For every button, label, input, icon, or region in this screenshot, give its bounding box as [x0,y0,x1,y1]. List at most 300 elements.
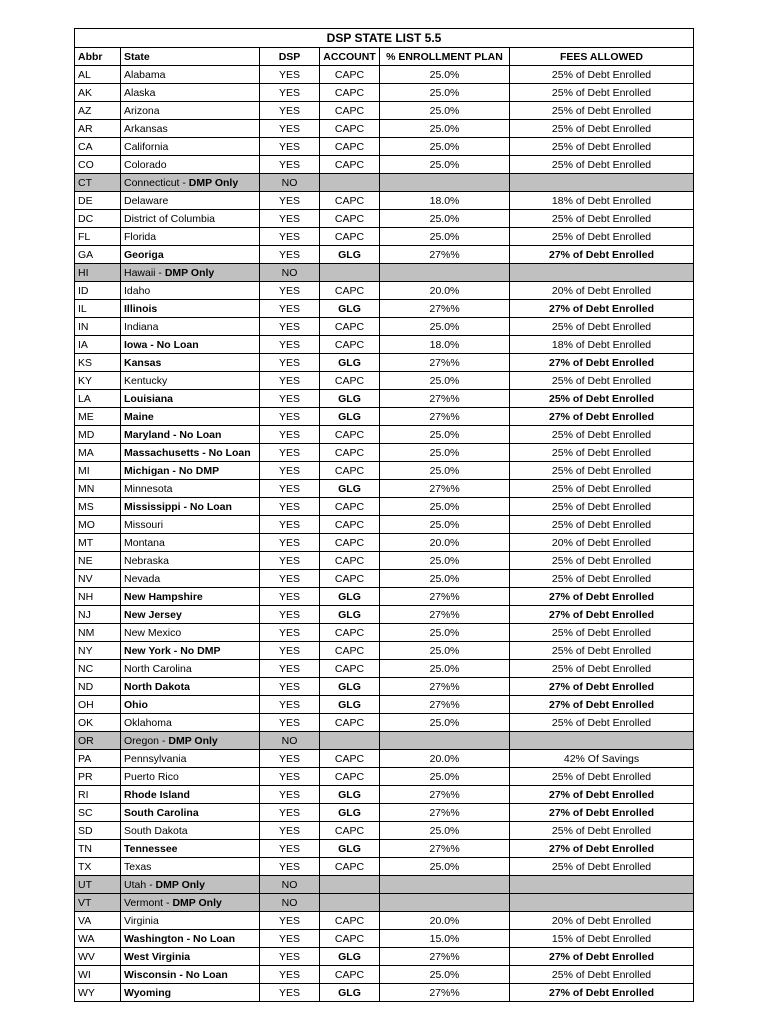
cell-abbr: VA [75,912,121,930]
table-row [75,912,694,930]
state-name: District of Columbia [124,212,216,225]
table-row [75,84,694,102]
cell-enrollment-plan: 25.0% [380,372,510,390]
cell-dsp: YES [260,372,320,390]
cell-abbr: AZ [75,102,121,120]
cell-fees-allowed: 25% of Debt Enrolled [510,642,694,660]
cell-abbr: NC [75,660,121,678]
table-row [75,516,694,534]
cell-state [121,462,260,480]
cell-dsp: NO [260,894,320,912]
cell-state [121,588,260,606]
cell-fees-allowed [510,264,694,282]
table-row [75,282,694,300]
cell-account: CAPC [320,498,380,516]
state-name: Virginia [124,914,159,927]
state-name: Hawaii - [124,266,165,279]
cell-fees-allowed: 42% Of Savings [510,750,694,768]
state-name: Maryland - No Loan [124,428,222,441]
table-row [75,138,694,156]
cell-fees-allowed: 25% of Debt Enrolled [510,822,694,840]
table-row [75,246,694,264]
cell-account: CAPC [320,750,380,768]
table-row [75,390,694,408]
cell-abbr: NV [75,570,121,588]
cell-account: CAPC [320,372,380,390]
cell-abbr: TX [75,858,121,876]
cell-fees-allowed: 25% of Debt Enrolled [510,426,694,444]
cell-fees-allowed: 25% of Debt Enrolled [510,498,694,516]
cell-dsp: YES [260,948,320,966]
table-row [75,570,694,588]
cell-account [320,876,380,894]
cell-dsp: YES [260,84,320,102]
cell-fees-allowed [510,894,694,912]
cell-enrollment-plan: 27%% [380,354,510,372]
cell-state [121,444,260,462]
state-note: DMP Only [172,896,222,909]
cell-account: GLG [320,840,380,858]
cell-account: CAPC [320,534,380,552]
cell-abbr: ND [75,678,121,696]
cell-account: GLG [320,696,380,714]
cell-state [121,534,260,552]
table-row [75,426,694,444]
cell-abbr: DC [75,210,121,228]
table-row [75,984,694,1002]
cell-account: GLG [320,408,380,426]
cell-dsp: NO [260,732,320,750]
cell-account: GLG [320,606,380,624]
cell-enrollment-plan: 27%% [380,390,510,408]
cell-state [121,552,260,570]
cell-state [121,138,260,156]
state-name: Florida [124,230,157,243]
cell-dsp: YES [260,462,320,480]
cell-fees-allowed: 25% of Debt Enrolled [510,444,694,462]
cell-account: CAPC [320,822,380,840]
cell-enrollment-plan: 25.0% [380,516,510,534]
cell-abbr: NY [75,642,121,660]
cell-dsp: YES [260,498,320,516]
cell-enrollment-plan: 25.0% [380,228,510,246]
cell-state [121,192,260,210]
cell-state [121,840,260,858]
cell-abbr: MS [75,498,121,516]
cell-enrollment-plan: 25.0% [380,66,510,84]
cell-enrollment-plan [380,174,510,192]
state-name: Wyoming [124,986,172,999]
cell-account: GLG [320,390,380,408]
cell-state [121,624,260,642]
cell-dsp: YES [260,822,320,840]
cell-fees-allowed: 25% of Debt Enrolled [510,210,694,228]
state-note: DMP Only [155,878,205,891]
cell-fees-allowed: 25% of Debt Enrolled [510,624,694,642]
cell-account: CAPC [320,228,380,246]
table-title: DSP STATE LIST 5.5 [75,29,694,48]
cell-account: CAPC [320,930,380,948]
cell-account: CAPC [320,66,380,84]
table-row [75,498,694,516]
cell-fees-allowed: 25% of Debt Enrolled [510,768,694,786]
cell-abbr: IA [75,336,121,354]
table-row [75,678,694,696]
state-name: North Carolina [124,662,192,675]
cell-account [320,894,380,912]
cell-enrollment-plan [380,732,510,750]
table-row [75,786,694,804]
cell-dsp: YES [260,408,320,426]
cell-enrollment-plan: 15.0% [380,930,510,948]
cell-abbr: MO [75,516,121,534]
cell-dsp: YES [260,570,320,588]
cell-dsp: YES [260,120,320,138]
table-row [75,876,694,894]
state-name: Kentucky [124,374,168,387]
cell-account: CAPC [320,768,380,786]
cell-state [121,210,260,228]
state-name: Kansas [124,356,162,369]
cell-fees-allowed: 25% of Debt Enrolled [510,138,694,156]
cell-account [320,732,380,750]
state-name: New Mexico [124,626,182,639]
cell-account: CAPC [320,516,380,534]
cell-fees-allowed: 20% of Debt Enrolled [510,282,694,300]
header-enrollment-plan: % ENROLLMENT PLAN [380,48,510,66]
table-row [75,750,694,768]
cell-fees-allowed: 25% of Debt Enrolled [510,102,694,120]
table-row [75,534,694,552]
cell-state [121,336,260,354]
cell-dsp: YES [260,318,320,336]
cell-enrollment-plan: 25.0% [380,822,510,840]
cell-fees-allowed [510,174,694,192]
cell-dsp: YES [260,606,320,624]
cell-enrollment-plan: 25.0% [380,660,510,678]
state-name: Idaho [124,284,151,297]
cell-dsp: NO [260,876,320,894]
cell-state [121,984,260,1002]
state-name: Vermont - [124,896,173,909]
cell-fees-allowed: 27% of Debt Enrolled [510,606,694,624]
cell-state [121,570,260,588]
cell-abbr: UT [75,876,121,894]
state-name: Massachusetts - No Loan [124,446,251,459]
cell-fees-allowed: 27% of Debt Enrolled [510,408,694,426]
cell-state [121,678,260,696]
cell-fees-allowed: 15% of Debt Enrolled [510,930,694,948]
cell-abbr: AK [75,84,121,102]
state-name: North Dakota [124,680,190,693]
cell-state [121,786,260,804]
state-name: Nebraska [124,554,169,567]
cell-abbr: KY [75,372,121,390]
cell-enrollment-plan [380,876,510,894]
cell-fees-allowed: 27% of Debt Enrolled [510,984,694,1002]
cell-abbr: HI [75,264,121,282]
state-name: Alaska [124,86,156,99]
cell-state [121,228,260,246]
state-name: South Dakota [124,824,188,837]
cell-account [320,174,380,192]
table-row [75,930,694,948]
cell-dsp: YES [260,336,320,354]
cell-dsp: YES [260,642,320,660]
table-row [75,264,694,282]
cell-enrollment-plan: 27%% [380,300,510,318]
cell-enrollment-plan: 27%% [380,696,510,714]
cell-dsp: YES [260,660,320,678]
cell-account: CAPC [320,660,380,678]
cell-enrollment-plan: 25.0% [380,768,510,786]
table-row [75,174,694,192]
cell-abbr: OH [75,696,121,714]
cell-abbr: MN [75,480,121,498]
cell-abbr: PA [75,750,121,768]
state-name: West Virginia [124,950,191,963]
table-row [75,210,694,228]
cell-fees-allowed: 25% of Debt Enrolled [510,966,694,984]
cell-abbr: MA [75,444,121,462]
cell-fees-allowed: 27% of Debt Enrolled [510,246,694,264]
cell-account: GLG [320,300,380,318]
cell-abbr: FL [75,228,121,246]
cell-account: GLG [320,246,380,264]
cell-fees-allowed: 25% of Debt Enrolled [510,516,694,534]
state-name: Utah - [124,878,156,891]
state-name: New Hampshire [124,590,203,603]
table-row [75,192,694,210]
cell-fees-allowed: 25% of Debt Enrolled [510,570,694,588]
cell-account: CAPC [320,192,380,210]
cell-state [121,408,260,426]
table-row [75,372,694,390]
cell-fees-allowed: 25% of Debt Enrolled [510,84,694,102]
cell-state [121,120,260,138]
cell-account: CAPC [320,624,380,642]
table-row [75,660,694,678]
state-name: Wisconsin - No Loan [124,968,228,981]
cell-enrollment-plan: 27%% [380,588,510,606]
cell-abbr: NH [75,588,121,606]
state-name: California [124,140,169,153]
cell-account [320,264,380,282]
cell-dsp: YES [260,156,320,174]
cell-enrollment-plan: 20.0% [380,282,510,300]
state-name: Montana [124,536,165,549]
table-body [75,66,694,1002]
cell-enrollment-plan: 25.0% [380,858,510,876]
cell-abbr: AR [75,120,121,138]
cell-abbr: SD [75,822,121,840]
cell-dsp: YES [260,246,320,264]
cell-account: CAPC [320,138,380,156]
cell-state [121,876,260,894]
table-row [75,444,694,462]
cell-state [121,912,260,930]
table-row [75,318,694,336]
cell-state [121,102,260,120]
cell-enrollment-plan: 25.0% [380,426,510,444]
cell-abbr: MI [75,462,121,480]
state-name: New York - No DMP [124,644,221,657]
cell-abbr: RI [75,786,121,804]
table-row [75,948,694,966]
cell-account: GLG [320,480,380,498]
state-list-table [74,28,694,1002]
cell-account: GLG [320,354,380,372]
cell-abbr: WI [75,966,121,984]
table-row [75,732,694,750]
cell-enrollment-plan: 27%% [380,840,510,858]
cell-state [121,606,260,624]
cell-abbr: CT [75,174,121,192]
cell-account: GLG [320,948,380,966]
cell-abbr: WA [75,930,121,948]
cell-dsp: NO [260,264,320,282]
cell-fees-allowed: 25% of Debt Enrolled [510,228,694,246]
cell-state [121,354,260,372]
cell-dsp: YES [260,534,320,552]
cell-dsp: YES [260,930,320,948]
cell-abbr: VT [75,894,121,912]
cell-enrollment-plan: 25.0% [380,552,510,570]
cell-abbr: NM [75,624,121,642]
cell-abbr: CO [75,156,121,174]
state-name: Puerto Rico [124,770,179,783]
cell-enrollment-plan: 25.0% [380,642,510,660]
title-row [75,29,694,48]
cell-account: GLG [320,678,380,696]
table-row [75,66,694,84]
cell-state [121,282,260,300]
cell-state [121,930,260,948]
cell-dsp: YES [260,750,320,768]
cell-enrollment-plan: 25.0% [380,210,510,228]
state-name: Connecticut - [124,176,189,189]
cell-account: GLG [320,984,380,1002]
cell-enrollment-plan [380,264,510,282]
state-name: Georiga [124,248,164,261]
table-row [75,408,694,426]
cell-fees-allowed: 25% of Debt Enrolled [510,372,694,390]
cell-state [121,732,260,750]
header-abbr: Abbr [75,48,121,66]
table-row [75,696,694,714]
cell-fees-allowed: 27% of Debt Enrolled [510,354,694,372]
cell-account: CAPC [320,570,380,588]
cell-state [121,696,260,714]
state-name: Nevada [124,572,161,585]
state-name: Oregon - [124,734,169,747]
table-row [75,102,694,120]
cell-enrollment-plan: 27%% [380,984,510,1002]
cell-account: CAPC [320,102,380,120]
cell-abbr: AL [75,66,121,84]
cell-dsp: YES [260,858,320,876]
cell-state [121,768,260,786]
cell-state [121,300,260,318]
cell-enrollment-plan: 27%% [380,246,510,264]
cell-dsp: YES [260,66,320,84]
cell-fees-allowed: 25% of Debt Enrolled [510,156,694,174]
state-name: Illinois [124,302,158,315]
table-row [75,642,694,660]
header-row [75,48,694,66]
cell-state [121,660,260,678]
cell-fees-allowed: 25% of Debt Enrolled [510,120,694,138]
table-row [75,966,694,984]
cell-fees-allowed: 25% of Debt Enrolled [510,660,694,678]
cell-abbr: IL [75,300,121,318]
header-state: State [121,48,260,66]
cell-dsp: YES [260,102,320,120]
table-row [75,300,694,318]
cell-abbr: SC [75,804,121,822]
state-note: DMP Only [188,176,239,189]
cell-account: CAPC [320,120,380,138]
cell-account: GLG [320,804,380,822]
table-row [75,714,694,732]
cell-dsp: NO [260,174,320,192]
cell-state [121,264,260,282]
cell-fees-allowed: 27% of Debt Enrolled [510,804,694,822]
state-name: Arkansas [124,122,168,135]
cell-abbr: OK [75,714,121,732]
cell-state [121,318,260,336]
header-account: ACCOUNT [320,48,380,66]
cell-dsp: YES [260,228,320,246]
cell-account: CAPC [320,336,380,354]
cell-enrollment-plan: 25.0% [380,138,510,156]
cell-abbr: NJ [75,606,121,624]
cell-fees-allowed: 20% of Debt Enrolled [510,534,694,552]
cell-dsp: YES [260,624,320,642]
cell-enrollment-plan: 27%% [380,480,510,498]
cell-fees-allowed: 27% of Debt Enrolled [510,300,694,318]
table-row [75,120,694,138]
cell-dsp: YES [260,516,320,534]
header-dsp: DSP [260,48,320,66]
cell-abbr: KS [75,354,121,372]
cell-fees-allowed: 25% of Debt Enrolled [510,858,694,876]
cell-fees-allowed: 18% of Debt Enrolled [510,192,694,210]
cell-dsp: YES [260,480,320,498]
cell-state [121,750,260,768]
cell-enrollment-plan: 25.0% [380,318,510,336]
cell-enrollment-plan: 25.0% [380,462,510,480]
cell-enrollment-plan: 27%% [380,606,510,624]
cell-enrollment-plan: 27%% [380,786,510,804]
cell-state [121,894,260,912]
cell-enrollment-plan: 27%% [380,804,510,822]
cell-fees-allowed: 25% of Debt Enrolled [510,66,694,84]
cell-state [121,822,260,840]
state-name: New Jersey [124,608,182,621]
state-name: Texas [124,860,152,873]
cell-dsp: YES [260,678,320,696]
cell-fees-allowed: 25% of Debt Enrolled [510,480,694,498]
cell-enrollment-plan: 18.0% [380,336,510,354]
table-row [75,354,694,372]
table-row [75,462,694,480]
table-row [75,858,694,876]
cell-state [121,84,260,102]
cell-account: CAPC [320,210,380,228]
cell-account: CAPC [320,282,380,300]
cell-fees-allowed [510,732,694,750]
